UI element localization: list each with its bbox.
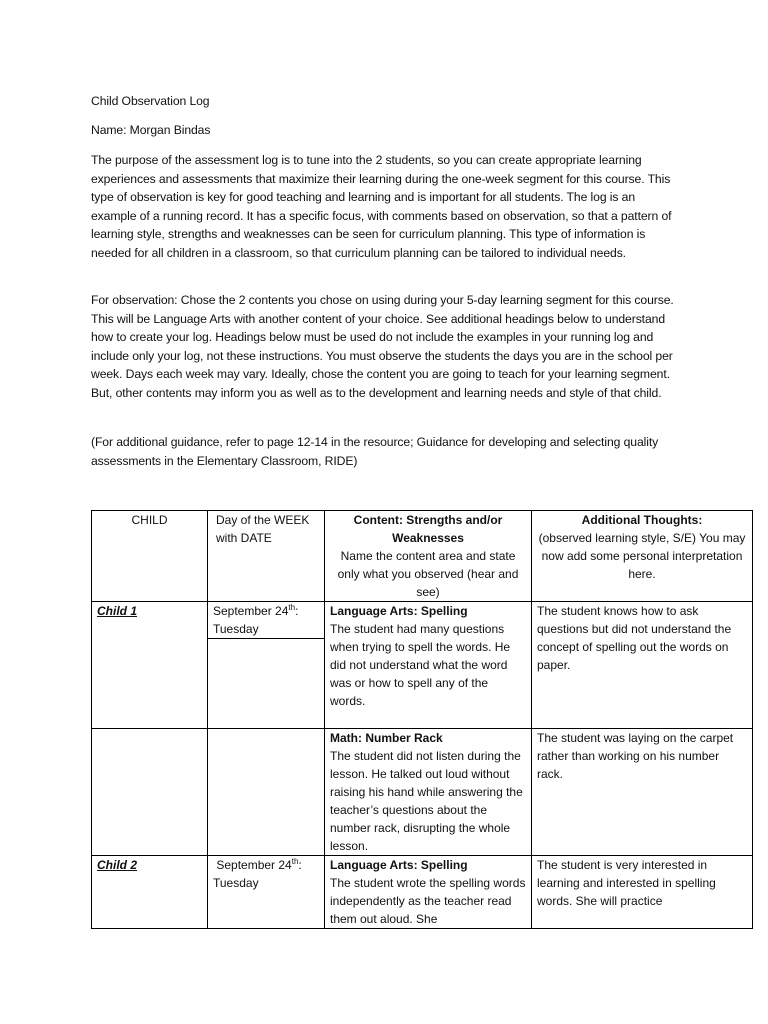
child-2-date — [213, 856, 319, 874]
child-2-content-cell — [325, 856, 532, 929]
child-1-cell — [92, 602, 208, 729]
math-thoughts-cell — [532, 729, 753, 856]
child-2-day: Tuesday — [213, 876, 259, 890]
header-thoughts-sub: (observed learning style, S/E) You may now add some personal interpretation here. — [538, 531, 746, 581]
child-1-name: Child 1 — [97, 604, 138, 618]
thoughts-text: The student is very interested in learning and interested in spelling words. She will practice — [537, 858, 716, 908]
content-title: Language Arts: Spelling — [330, 858, 468, 872]
child-2-thoughts-cell — [532, 856, 753, 929]
content-title: Language Arts: Spelling — [330, 604, 468, 618]
observation-log-table — [91, 510, 753, 929]
header-child: CHILD — [92, 511, 208, 602]
header-content — [325, 511, 532, 602]
thoughts-text: The student knows how to ask questions but did not understand the concept of spelling out the words on paper. — [537, 604, 732, 672]
child-2-name: Child 2 — [97, 858, 138, 872]
header-day — [208, 511, 325, 602]
name-line: Name: Morgan Bindas — [91, 123, 211, 137]
math-content-cell — [325, 729, 532, 856]
child-2-cell — [92, 856, 208, 929]
table-row — [92, 729, 753, 856]
table-row — [92, 856, 753, 929]
content-text: The student wrote the spelling words independently as the teacher read them out aloud. She — [330, 876, 526, 926]
empty-day-cell — [208, 639, 325, 729]
guidance-paragraph: (For additional guidance, refer to page 12-14 in the resource; Guidance for developing and selecting quality assessments in the Elementary Classroom, RIDE) — [91, 435, 659, 468]
table-row — [92, 602, 753, 639]
header-thoughts-title: Additional Thoughts: — [581, 513, 703, 527]
date-colon: : — [295, 604, 299, 618]
content-text: The student did not listen during the lesson. He talked out loud without raising his hand while answering the teacher’s questions about the number rack, disrupting the whole lesson. — [330, 749, 523, 853]
table-header-row — [92, 511, 753, 602]
observation-paragraph: For observation: Chose the 2 contents you chose on using during your 5-day learning segment for this course. This will be Language Arts with another content of your choice. See additional headings below to understand how to create your log. Headings below must be used do not include the examples in your running log and include only your log, not these instructions. You must observe the students the days you are in the school per week. Days each week may vary. Ideally, chose the content you are going to teach for your learning segment. But, other contents may inform you as well as to the development and learning needs and style of that child. — [91, 293, 674, 400]
purpose-paragraph: The purpose of the assessment log is to tune into the 2 students, so you can create appropriate learning experiences and assessments that maximize their learning during the one-week segment for this course. This type of observation is key for good teaching and learning and is important for all students. The log is an example of a running record. It has a specific focus, with comments based on observation, so that a pattern of learning style, strengths and weaknesses can be seen for curriculum planning. This type of information is needed for all children in a classroom, so that curriculum planning can be tailored to individual needs. — [91, 153, 672, 260]
date-text: September 24 — [213, 604, 289, 618]
content-title: Math: Number Rack — [330, 731, 443, 745]
child-1-date — [213, 602, 319, 620]
doc-title: Child Observation Log — [91, 94, 210, 108]
child-2-date-cell — [208, 856, 325, 929]
header-thoughts — [532, 511, 753, 602]
thoughts-text: The student was laying on the carpet rather than working on his number rack. — [537, 731, 734, 781]
child-1-day: Tuesday — [213, 622, 259, 636]
date-colon: : — [298, 858, 302, 872]
header-day-label: Day of the WEEK with DATE — [216, 513, 310, 545]
child-1-date-cell — [208, 602, 325, 639]
date-ordinal: th — [288, 603, 296, 612]
date-ordinal: th — [291, 857, 299, 866]
child-1-thoughts-cell — [532, 602, 753, 729]
empty-child-cell — [92, 729, 208, 856]
child-1-content-cell — [325, 602, 532, 729]
date-text: September 24 — [216, 858, 292, 872]
content-text: The student had many questions when trying to spell the words. He did not understand what the word was or how to spell any of the words. — [330, 622, 511, 708]
empty-day-cell — [208, 729, 325, 856]
header-content-title: Content: Strengths and/or Weaknesses — [353, 513, 503, 545]
header-content-sub: Name the content area and state only what you observed (hear and see) — [337, 549, 519, 599]
